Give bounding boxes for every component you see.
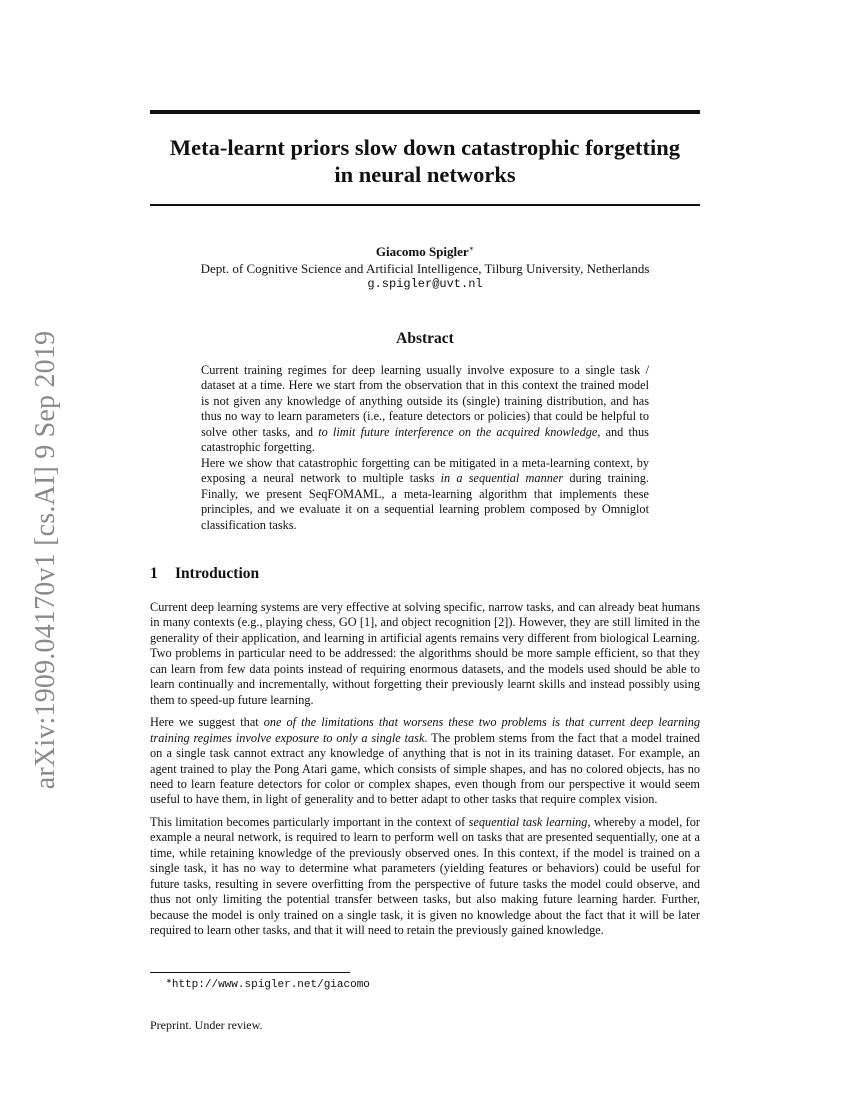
author-name [0,244,850,260]
title-line-1: Meta-learnt priors slow down catastrophic forgetting [169,135,681,160]
section-heading-introduction [150,565,259,583]
intro-p3-text-b: , whereby a model, for example a neural network, is required to learn to perform well on tasks that are presented sequentially, one at a time, while retaining knowledge of the previously observed ones. In this context, if the model is trained on a single task, it has no way to determine what parameters (yielding features or behaviors) could be useful for future tasks, resulting in severe overfitting from the perspective of future tasks the model could observe, and thus not only limiting the potential transfer between tasks, but also making future learning harder. Further, because the model is only trained on a single task, it is given no knowledge about the fact that it will be later required to learn other tasks, and that it will need to retain the previously gained knowledge. [150,814,700,938]
abstract-heading: Abstract [396,330,454,347]
intro-p2-emphasis: one of the limitations that worsens these two problems is that current deep learning training regimes involve exposure to only a single task [150,715,700,745]
intro-paragraph-1: Current deep learning systems are very effective at solving specific, narrow tasks, and can already beat humans in many contexts (e.g., playing chess, GO [1], and object recognition [2]). However, they are still limited in the generality of their application, and learning in artificial agents remains very different from biological Learning. Two problems in particular need to be addressed: the algorithms should be more sample efficient, so that they can learn from few data points instead of requiring enormous datasets, and the models used should be able to learn continually and incrementally, without forgetting their previously learnt skills and instead possibly using them to speed-up future learning. [150,600,700,707]
footnote-rule [150,972,350,973]
abstract-p1-text-b: , and thus catastrophic forgetting. [201,424,649,455]
introduction-body [150,600,700,946]
title-top-rule [150,110,700,114]
footnote-mark: ∗ [166,977,172,985]
intro-p2-text-a: Here we suggest that [150,715,264,730]
arxiv-stamp: arXiv:1909.04170v1 [cs.AI] 9 Sep 2019 [30,330,61,790]
abstract-paragraph-1 [201,363,649,456]
title-bottom-rule [150,204,700,206]
footnote [166,977,370,991]
title-line-2: in neural networks [334,162,516,187]
abstract-p1-emphasis: to limit future interference on the acquired knowledge [318,424,598,439]
footnote-url[interactable]: http://www.spigler.net/giacomo [171,979,370,991]
intro-p2-text-b: . The problem stems from the fact that a model trained on a single task cannot extract any knowledge of anything that is not in its training dataset. For example, an agent trained to play the Pong Atari game, which consists of simple shapes, and has no colored objects, has no need to learn feature detectors for color or complex shapes, even though from our perspective it would seem useful to have them, in light of generality and to better adapt to other tasks that require complex vision. [150,730,700,807]
section-title: Introduction [175,565,260,582]
abstract-body [201,363,649,533]
paper-title [150,134,700,188]
abstract-p2-text-b: during training. Finally, we present SeqFOMAML, a meta-learning algorithm that implements these principles, and we evaluate it on a sequential learning problem composed by Omniglot classification tasks. [201,471,650,532]
abstract-p2-emphasis: in a sequential manner [440,471,564,486]
section-number: 1 [150,565,158,582]
author-name-text: Giacomo Spigler [375,244,469,259]
intro-p3-text-a: This limitation becomes particularly important in the context of [150,814,469,829]
preprint-note: Preprint. Under review. [150,1018,263,1032]
author-email: g.spigler@uvt.nl [367,277,483,291]
intro-paragraph-3 [150,815,700,939]
author-affiliation: Dept. of Cognitive Science and Artificial Intelligence, Tilburg University, Netherlands [200,261,650,276]
intro-paragraph-2 [150,715,700,808]
abstract-p1-text-a: Current training regimes for deep learning usually involve exposure to a single task / dataset at a time. Here we start from the observation that in this context the trained model is not given any knowledge of anything outside its (single) training distribution, and has thus no way to learn parameters (i.e., feature detectors or policies) that could be helpful to solve other tasks, and [201,363,649,439]
abstract-p2-text-a: Here we show that catastrophic forgetting can be mitigated in a meta-learning context, by exposing a neural network to multiple tasks [201,455,649,486]
abstract-paragraph-2 [201,456,649,533]
author-footnote-mark: ∗ [468,244,475,253]
intro-p3-emphasis: sequential task learning [468,814,588,829]
